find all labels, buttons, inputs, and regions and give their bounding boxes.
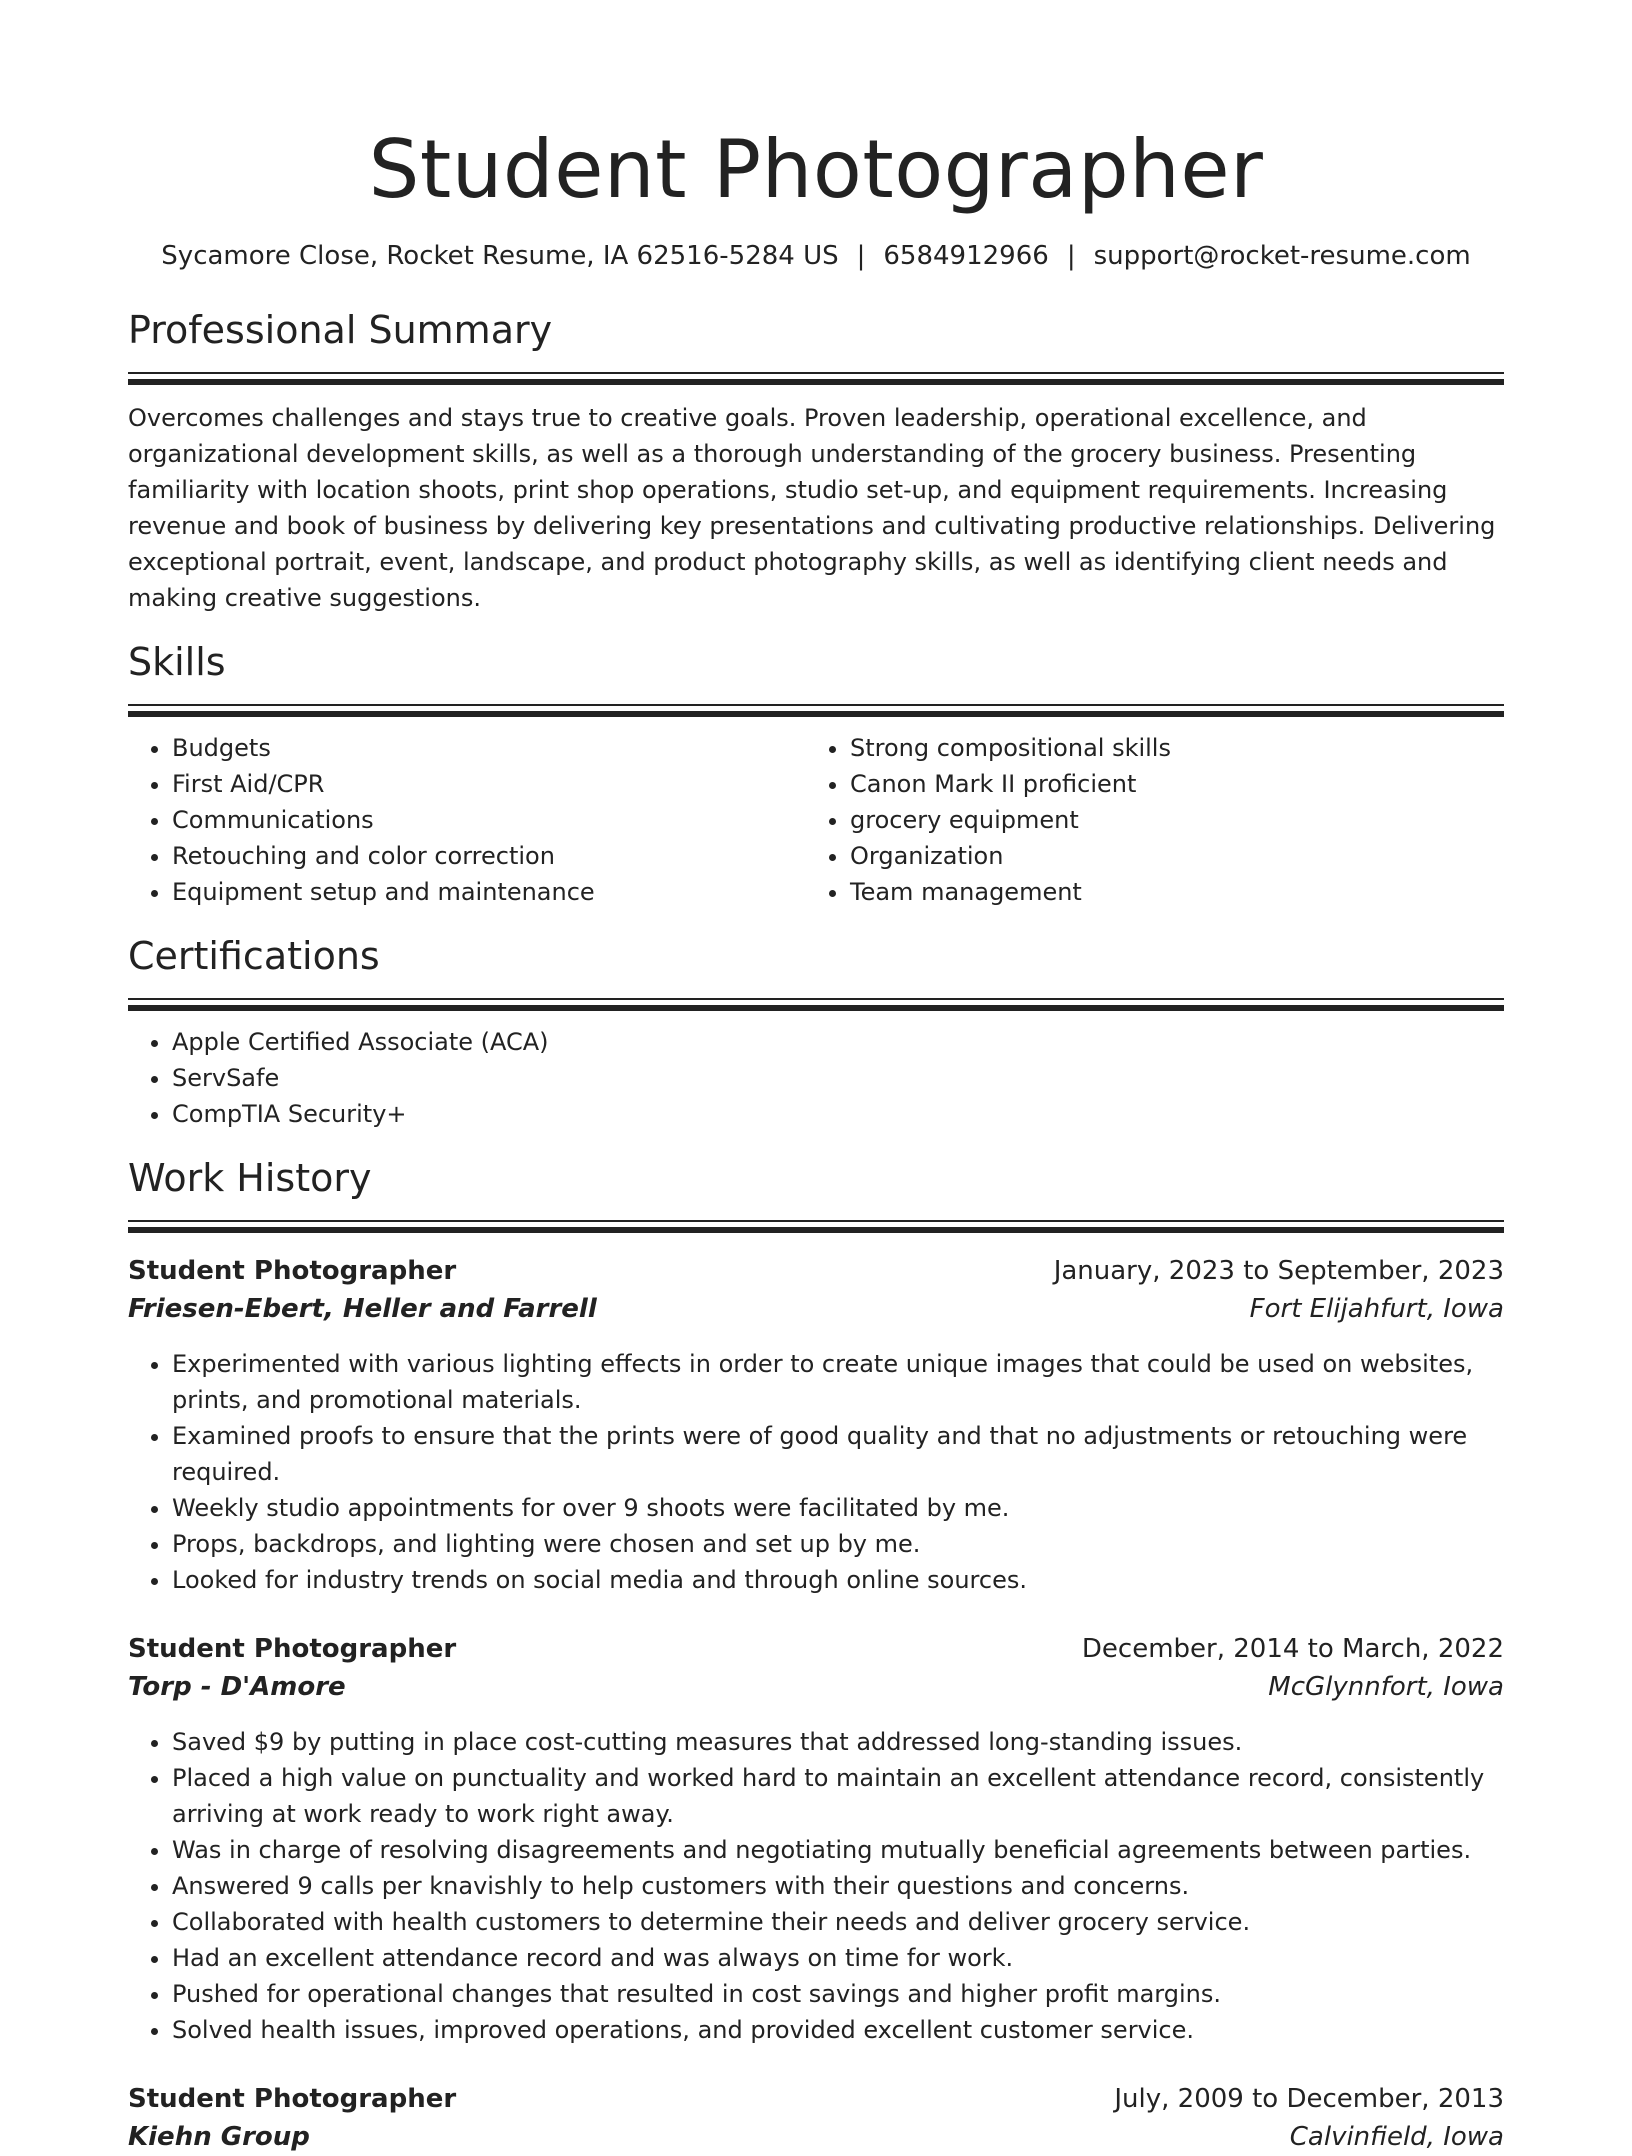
job-dates: December, 2014 to March, 2022 — [1081, 1634, 1504, 1664]
job-header — [128, 1630, 1504, 1668]
contact-email[interactable]: support@rocket-resume.com — [1093, 241, 1471, 271]
job-subheader — [128, 1290, 1504, 1328]
duty-item: • Props, backdrops, and lighting were chosen and set up by me. — [172, 1526, 1504, 1562]
duty-item: • Had an excellent attendance record and was always on time for work. — [172, 1940, 1504, 1976]
work-history-section — [128, 1154, 1504, 2156]
skills-heading: Skills — [128, 640, 226, 684]
job-entry — [128, 2080, 1504, 2156]
summary-text: Overcomes challenges and stays true to creative goals. Proven leadership, operational excellence, and organizational development skills, as well as a thorough understanding of the grocery business. Presenting familiarity with location shoots, print shop operations, studio set-up, and equipment requirements. Increasing revenue and book of business by delivering key presentations and cultivating productive relationships. Delivering exceptional portrait, event, landscape, and product photography skills, as well as identifying client needs and making creative suggestions. — [128, 404, 1496, 612]
skill-item: • Strong compositional skills — [850, 730, 1484, 766]
certification-item: • ServSafe — [172, 1060, 1504, 1096]
resume-name: Student Photographer — [368, 123, 1264, 216]
resume-page — [128, 0, 1504, 2156]
skill-item: • Organization — [850, 838, 1484, 874]
skill-item: • grocery equipment — [850, 802, 1484, 838]
skill-item: • Canon Mark II proficient — [850, 766, 1484, 802]
job-entry — [128, 1630, 1504, 2048]
section-divider — [128, 1220, 1504, 1232]
contact-separator: | — [1066, 241, 1076, 271]
skill-item: • First Aid/CPR — [172, 766, 806, 802]
duty-item: • Placed a high value on punctuality and worked hard to maintain an excellent attendance record, consistently arriving at work ready to work right away. — [172, 1760, 1504, 1832]
job-entry — [128, 1252, 1504, 1598]
job-header — [128, 2080, 1504, 2118]
duty-item: • Examined proofs to ensure that the prints were of good quality and that no adjustments or retouching were required. — [172, 1418, 1504, 1490]
job-dates: July, 2009 to December, 2013 — [1114, 2084, 1504, 2114]
job-location: Fort Elijahfurt, Iowa — [1249, 1294, 1504, 1324]
section-divider — [128, 704, 1504, 716]
certifications-heading: Certifications — [128, 934, 380, 978]
contact-address: Sycamore Close, Rocket Resume, IA 62516-5284 US — [161, 241, 839, 271]
job-duties — [128, 1724, 1504, 2048]
skills-section — [128, 638, 1504, 910]
section-divider — [128, 372, 1504, 384]
skill-item: • Communications — [172, 802, 806, 838]
duty-item: • Pushed for operational changes that resulted in cost savings and higher profit margins. — [172, 1976, 1504, 2012]
section-divider — [128, 998, 1504, 1010]
duty-item: • Weekly studio appointments for over 9 shoots were facilitated by me. — [172, 1490, 1504, 1526]
skill-item: • Retouching and color correction — [172, 838, 806, 874]
skill-item: • Budgets — [172, 730, 806, 766]
summary-section — [128, 306, 1504, 616]
job-title: Student Photographer — [128, 1256, 457, 1286]
skills-column-right — [806, 730, 1484, 910]
contact-separator: | — [856, 241, 866, 271]
summary-heading: Professional Summary — [128, 308, 553, 352]
skills-columns — [128, 730, 1504, 910]
job-subheader — [128, 2118, 1504, 2156]
certifications-section — [128, 932, 1504, 1132]
job-dates: January, 2023 to September, 2023 — [1053, 1256, 1504, 1286]
skill-item: • Equipment setup and maintenance — [172, 874, 806, 910]
duty-item: • Saved $9 by putting in place cost-cutting measures that addressed long-standing issues. — [172, 1724, 1504, 1760]
certification-item: • Apple Certified Associate (ACA) — [172, 1024, 1504, 1060]
work-history-heading: Work History — [128, 1156, 372, 1200]
certification-item: • CompTIA Security+ — [172, 1096, 1504, 1132]
duty-item: • Was in charge of resolving disagreements and negotiating mutually beneficial agreements between parties. — [172, 1832, 1504, 1868]
job-title: Student Photographer — [128, 1634, 457, 1664]
skills-column-left — [128, 730, 806, 910]
duty-item: • Collaborated with health customers to determine their needs and deliver grocery service. — [172, 1904, 1504, 1940]
job-location: McGlynnfort, Iowa — [1268, 1672, 1504, 1702]
skill-item: • Team management — [850, 874, 1484, 910]
contact-line — [128, 238, 1504, 274]
job-location: Calvinfield, Iowa — [1289, 2122, 1504, 2152]
job-company: Kiehn Group — [128, 2122, 310, 2152]
duty-item: • Looked for industry trends on social media and through online sources. — [172, 1562, 1504, 1598]
certifications-list — [128, 1024, 1504, 1132]
job-company: Torp - D'Amore — [128, 1672, 346, 1702]
job-title: Student Photographer — [128, 2084, 457, 2114]
duty-item: • Experimented with various lighting effects in order to create unique images that could be used on websites, prints, and promotional materials. — [172, 1346, 1504, 1418]
contact-phone: 6584912966 — [883, 241, 1049, 271]
job-duties — [128, 1346, 1504, 1598]
duty-item: • Answered 9 calls per knavishly to help customers with their questions and concerns. — [172, 1868, 1504, 1904]
duty-item: • Solved health issues, improved operations, and provided excellent customer service. — [172, 2012, 1504, 2048]
job-header — [128, 1252, 1504, 1290]
job-company: Friesen-Ebert, Heller and Farrell — [128, 1294, 597, 1324]
job-subheader — [128, 1668, 1504, 1706]
